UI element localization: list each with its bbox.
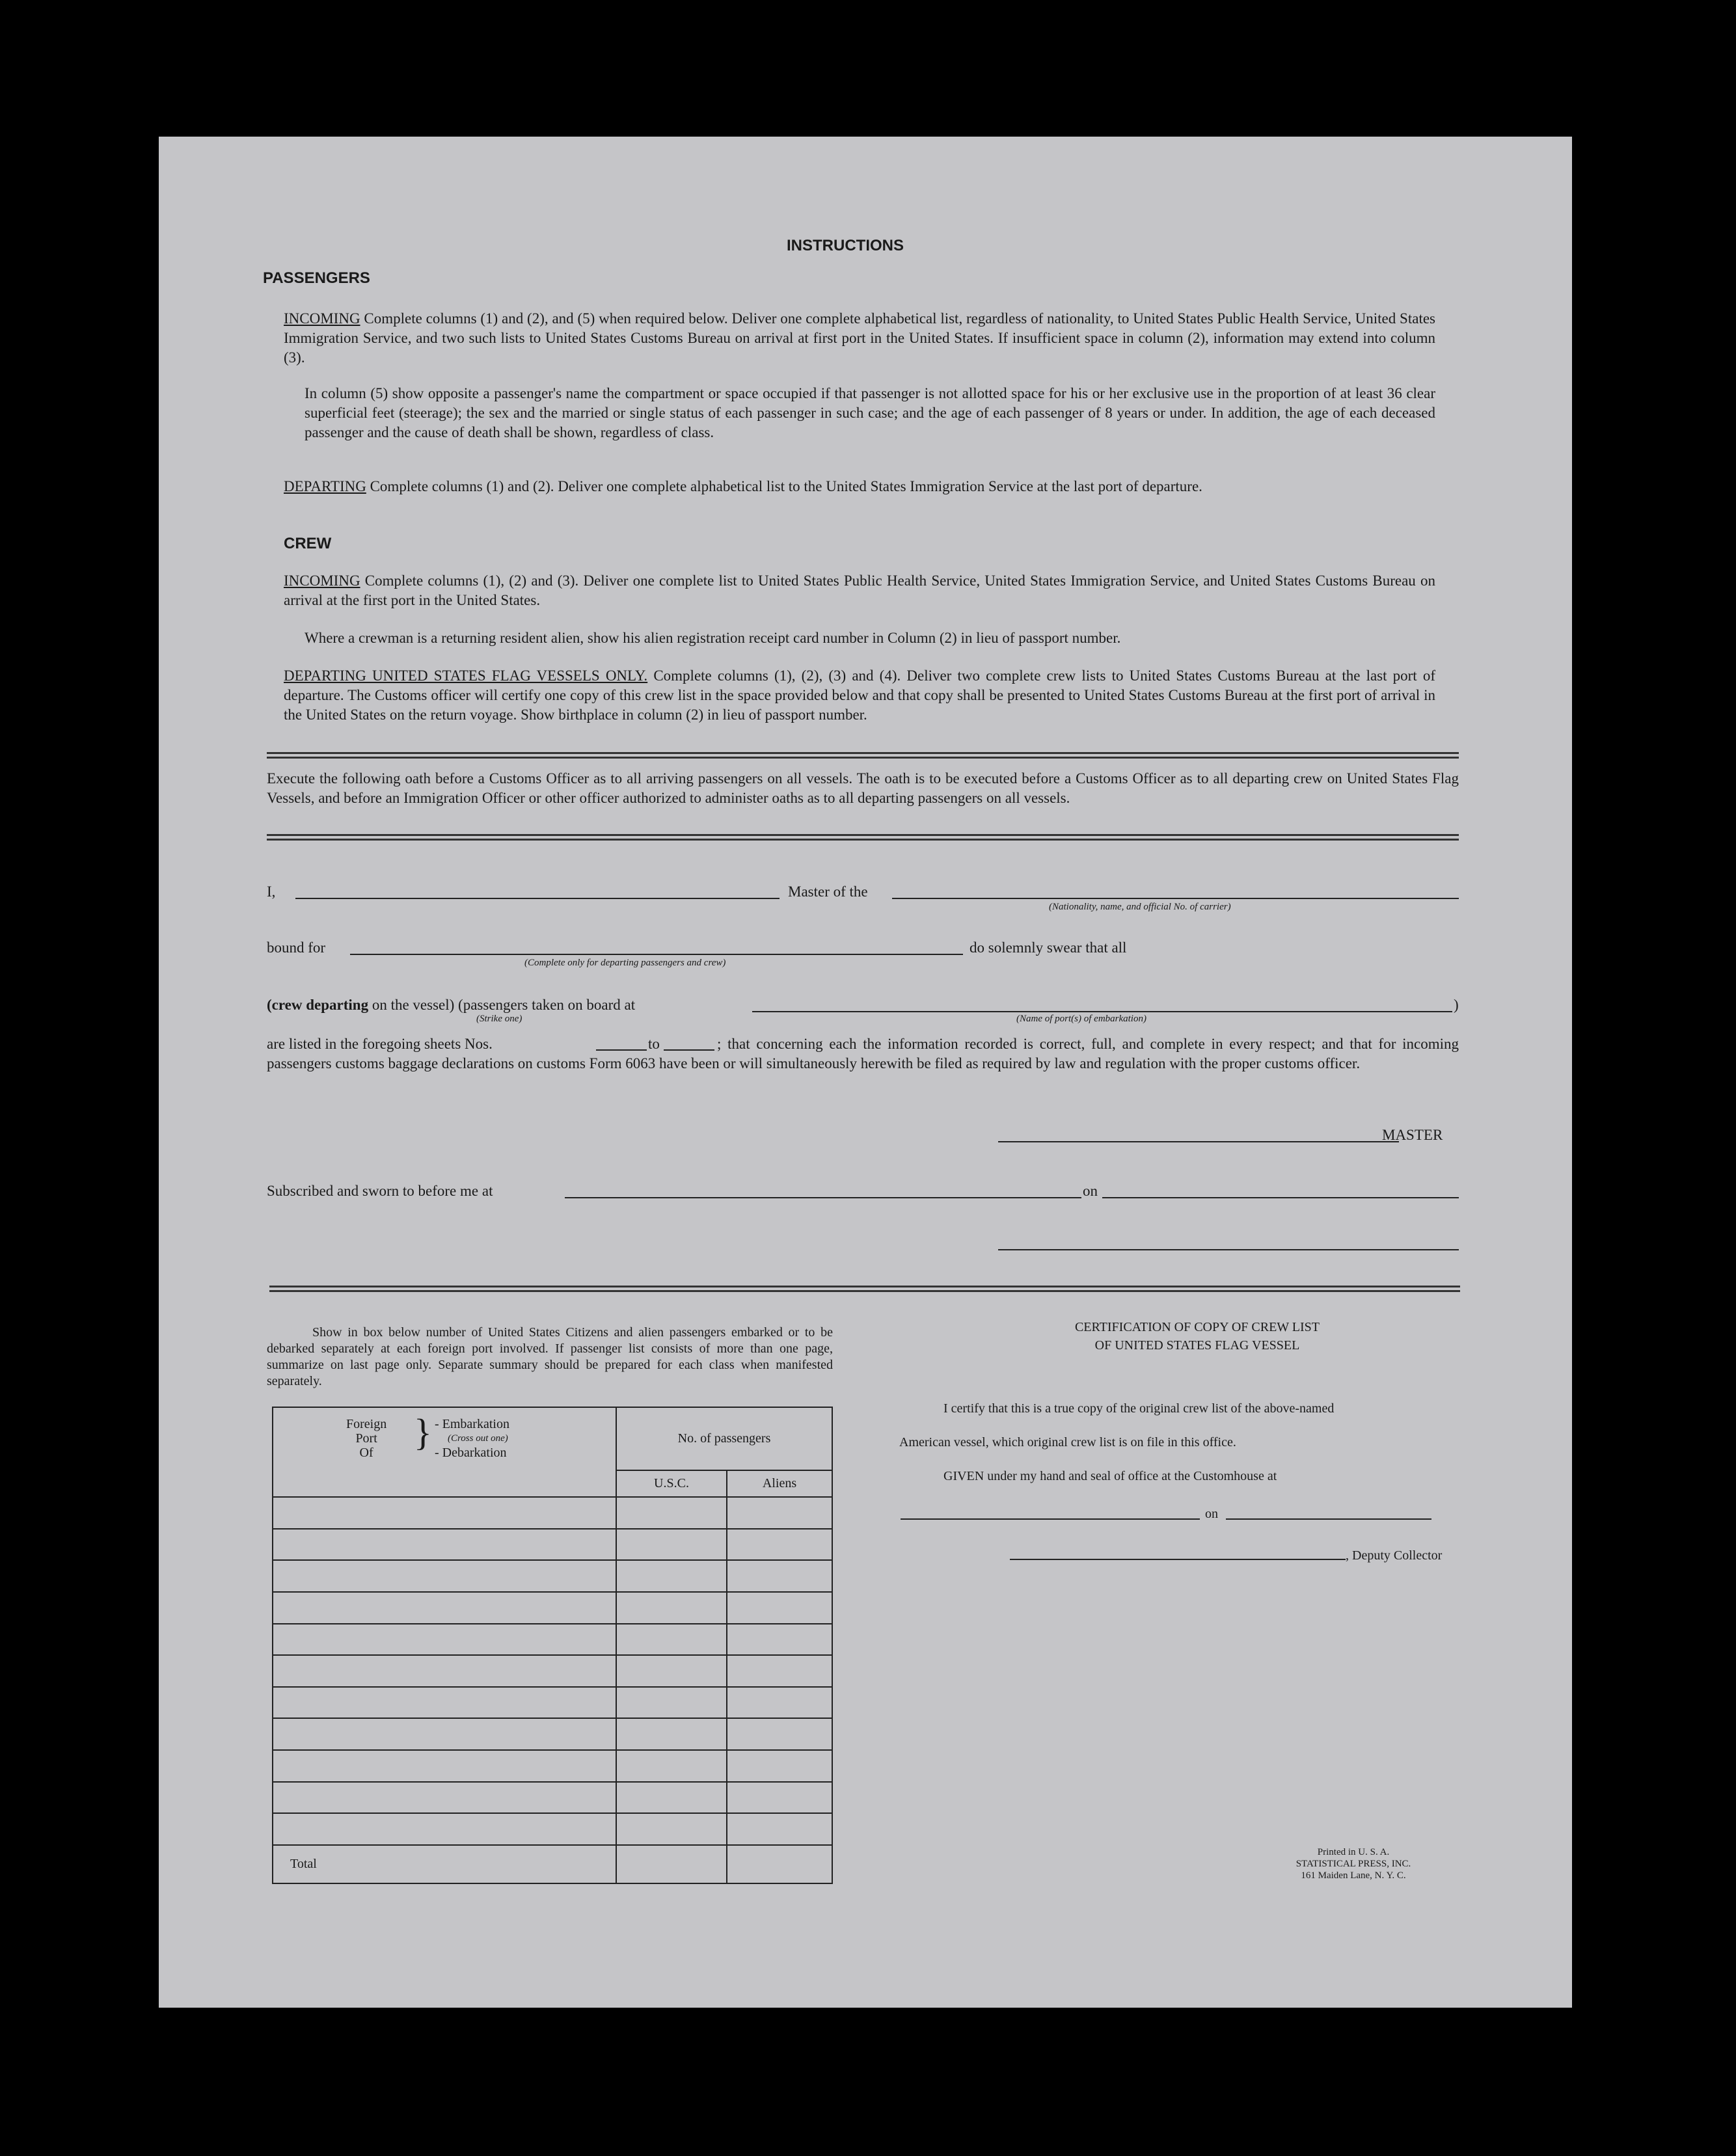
aliens-cell[interactable] [727,1560,832,1592]
port-cell[interactable] [273,1750,616,1782]
foreign-port-header [273,1407,616,1497]
brace-icon: } [414,1411,432,1453]
usc-cell[interactable] [616,1529,727,1561]
passengers-departing-text: Complete columns (1) and (2). Deliver one complete alphabetical list to the United States Immigration Service at the last port of departure. [370,478,1202,494]
port-label: Port [355,1431,377,1446]
bound-for-field[interactable] [350,954,963,955]
embarkation-option[interactable]: - Embarkation [435,1417,509,1431]
divider [269,1286,1460,1292]
officer-signature-field[interactable] [998,1249,1459,1250]
port-cell[interactable] [273,1718,616,1750]
close-paren: ) [1454,997,1459,1013]
divider [267,834,1459,841]
usc-cell[interactable] [616,1782,727,1814]
aliens-cell[interactable] [727,1687,832,1719]
passengers-incoming [284,309,1435,368]
passengers-departing-label: DEPARTING [284,478,366,494]
aliens-cell[interactable] [727,1497,832,1529]
solemnly-swear-text: do solemnly swear that all [970,939,1127,956]
printer-line1: Printed in U. S. A. [1317,1847,1390,1857]
customhouse-field[interactable] [901,1518,1200,1520]
on-vessel-text: on the vessel) [372,997,455,1013]
master-of-the-label: Master of the [788,883,868,900]
passenger-summary-table [272,1407,833,1884]
port-cell[interactable] [273,1529,616,1561]
crew-incoming [284,571,1435,610]
table-row [273,1813,832,1845]
crew-resident-text: Where a crewman is a returning resident alien, show his alien registration receipt card number in Column (2) in lieu of passport number. [305,630,1121,646]
usc-cell[interactable] [616,1813,727,1845]
divider [267,752,1459,759]
port-cell[interactable] [273,1687,616,1719]
page-title: INSTRUCTIONS [787,237,904,254]
bound-for-label: bound for [267,939,326,956]
usc-header: U.S.C. [616,1470,727,1497]
oath-intro: Execute the following oath before a Customs Officer as to all arriving passengers on all vessels. The oath is to be executed before a Customs Officer as to all departing crew on United States Flag Vessels, and before an Immigration Officer or other officer authorized to administer oaths as to all departing passengers on all vessels. [267,770,1459,806]
crew-incoming-label: INCOMING [284,573,360,589]
master-label: MASTER [1382,1127,1443,1143]
table-row [273,1560,832,1592]
aliens-cell[interactable] [727,1750,832,1782]
certification-text-1: I certify that this is a true copy of the original crew list of the above-named [943,1401,1335,1416]
oath-declaration-text: ; that concerning each the information recorded is correct, full, and complete in every respect; and that for incoming passengers customs baggage declarations on customs Form 6063 have been or will simultaneously herewith be filed as required by law and regulation with the proper customs officer. [267,1036,1459,1071]
passengers-incoming-text: Complete columns (1) and (2), and (5) when required below. Deliver one complete alphabetical list, regardless of nationality, to United States Public Health Service, United States Immigration Service, and two such lists to United States Customs Bureau on arrival at first port in the United States. If insufficient space in column (2), information may extend into column (3). [284,310,1436,366]
sworn-date-field[interactable] [1102,1197,1459,1198]
no-of-passengers-header: No. of passengers [616,1407,832,1470]
usc-cell[interactable] [616,1655,727,1687]
total-aliens-cell[interactable] [727,1845,832,1883]
listed-label: are listed in the foregoing sheets Nos. [267,1036,493,1052]
total-label: Total [273,1845,616,1883]
aliens-cell[interactable] [727,1813,832,1845]
debarkation-option[interactable]: - Debarkation [435,1446,507,1460]
of-label: Of [359,1446,373,1460]
aliens-cell[interactable] [727,1782,832,1814]
sworn-place-field[interactable] [565,1197,1081,1198]
port-cell[interactable] [273,1497,616,1529]
aliens-cell[interactable] [727,1592,832,1624]
table-row [273,1782,832,1814]
to-label: to [648,1036,660,1052]
strike-caption: (Strike one) [476,1014,522,1024]
port-cell[interactable] [273,1560,616,1592]
port-cell[interactable] [273,1813,616,1845]
crew-heading: CREW [284,535,332,552]
table-row [273,1592,832,1624]
table-row [273,1750,832,1782]
ports-caption: (Name of port(s) of embarkation) [1016,1014,1146,1024]
certification-title [1002,1318,1392,1354]
deputy-collector-label: , Deputy Collector [1346,1548,1443,1563]
crew-departing-text: Complete columns (1), (2), (3) and (4). Deliver two complete crew lists to United States Customs Bureau at the last port of departure. The Customs officer will certify one copy of this crew list in the space provided below and that copy shall be presented to United States Customs Bureau at the first port of arrival in the United States on the return voyage. Show birthplace in column (2) in lieu of passport number. [284,667,1435,723]
summary-instructions: Show in box below number of United States Citizens and alien passengers embarked or to be debarked separately at each foreign port involved. If passenger list consists of more than one page, summarize on last page only. Separate summary should be prepared for each class when manifested separately. [267,1325,833,1388]
sworn-on-label: on [1083,1183,1098,1199]
crew-incoming-text: Complete columns (1), (2) and (3). Deliver one complete list to United States Public Health Service, United States Immigration Service, and United States Customs Bureau on arrival at the first port in the United States. [284,573,1435,608]
master-name-field[interactable] [295,898,780,899]
port-cell[interactable] [273,1592,616,1624]
oath-i: I, [267,883,276,900]
total-usc-cell[interactable] [616,1845,727,1883]
table-row [273,1624,832,1656]
carrier-field[interactable] [892,898,1459,899]
carrier-caption: (Nationality, name, and official No. of carrier) [1049,902,1231,912]
usc-cell[interactable] [616,1687,727,1719]
usc-cell[interactable] [616,1718,727,1750]
passengers-taken-option[interactable]: (passengers taken on board at [458,997,636,1013]
port-embarkation-field[interactable] [752,1011,1452,1012]
aliens-cell[interactable] [727,1718,832,1750]
master-signature-field[interactable] [998,1141,1399,1142]
certification-title-line1: CERTIFICATION OF COPY OF CREW LIST [1074,1320,1320,1334]
form-page [159,137,1572,2008]
table-row [273,1529,832,1561]
aliens-cell[interactable] [727,1655,832,1687]
table-row [273,1718,832,1750]
table-row [273,1655,832,1687]
passengers-departing [284,477,1435,496]
usc-cell[interactable] [616,1624,727,1656]
certification-title-line2: OF UNITED STATES FLAG VESSEL [1094,1338,1300,1353]
usc-cell[interactable] [616,1497,727,1529]
aliens-header: Aliens [727,1470,832,1497]
subscribed-label: Subscribed and sworn to before me at [267,1183,493,1199]
deputy-signature-field[interactable] [1010,1559,1346,1560]
table-row [273,1687,832,1719]
aliens-cell[interactable] [727,1624,832,1656]
certification-date-field[interactable] [1226,1518,1431,1520]
port-cell[interactable] [273,1655,616,1687]
crew-departing-option[interactable]: (crew departing [267,997,369,1013]
certification-given: GIVEN under my hand and seal of office at the Customhouse at [943,1469,1277,1483]
table-row [273,1497,832,1529]
bound-for-caption: (Complete only for departing passengers and crew) [524,958,726,968]
cross-out-caption: (Cross out one) [448,1433,508,1444]
port-cell[interactable] [273,1782,616,1814]
passengers-incoming-label: INCOMING [284,310,360,327]
usc-cell[interactable] [616,1592,727,1624]
crew-departing-label: DEPARTING UNITED STATES FLAG VESSELS ONLY. [284,667,648,684]
usc-cell[interactable] [616,1750,727,1782]
printer-line3: 161 Maiden Lane, N. Y. C. [1301,1870,1406,1881]
printer-imprint [1282,1846,1425,1881]
passengers-column5-text: In column (5) show opposite a passenger's name the compartment or space occupied if that passenger is not allotted space for his or her exclusive use in the proportion of at least 36 clear superficial feet (steerage); the sex and the married or single status of each passenger in such case; and the age of each passenger of 8 years or under. In addition, the age of each deceased passenger and the cause of death shall be shown, regardless of class. [305,385,1435,440]
aliens-cell[interactable] [727,1529,832,1561]
crew-departing [284,666,1435,725]
usc-cell[interactable] [616,1560,727,1592]
certification-on: on [1205,1507,1218,1521]
port-cell[interactable] [273,1624,616,1656]
foreign-label: Foreign [346,1417,387,1431]
printer-line2: STATISTICAL PRESS, INC. [1295,1859,1411,1869]
passengers-heading: PASSENGERS [263,269,370,287]
certification-text-2: American vessel, which original crew list is on file in this office. [899,1435,1236,1449]
